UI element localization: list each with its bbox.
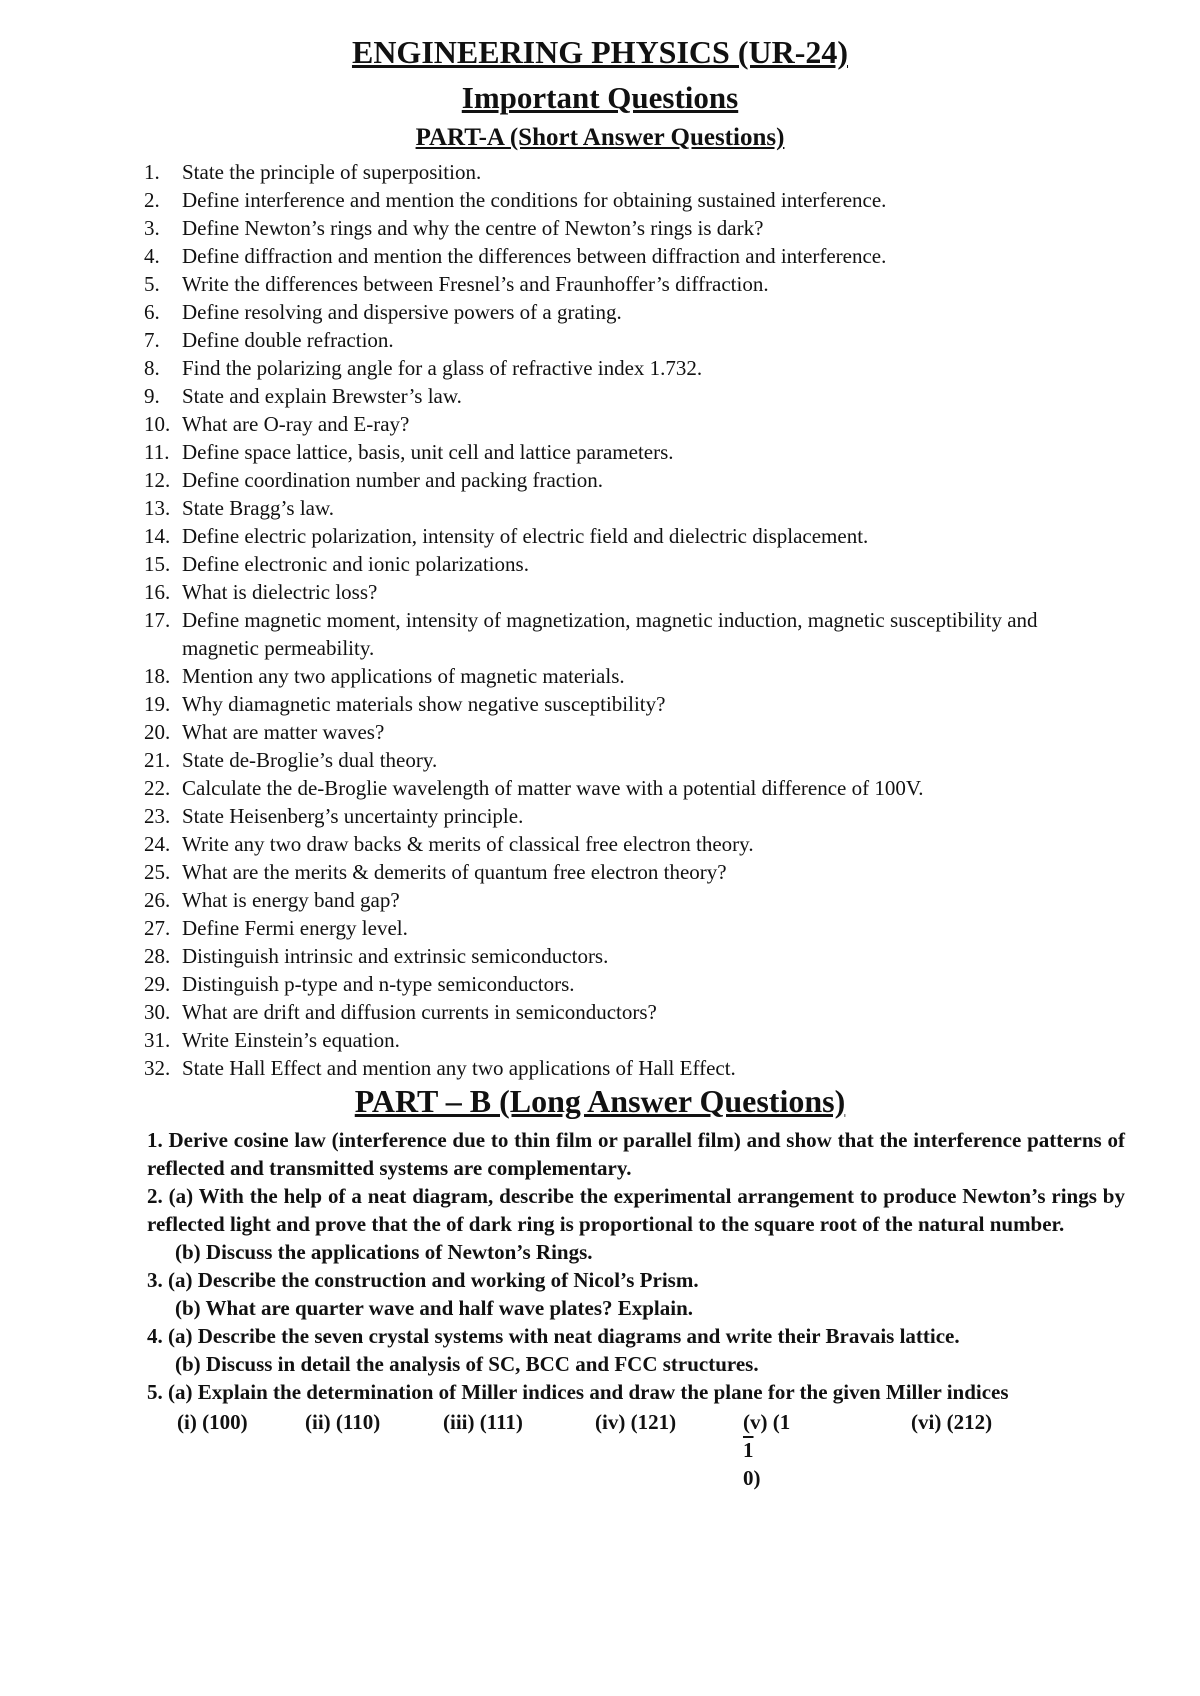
document-subtitle: Important Questions bbox=[461, 80, 739, 115]
question-number: 27. bbox=[144, 916, 171, 940]
short-question-29 bbox=[144, 970, 1074, 998]
question-number: 2. bbox=[144, 188, 160, 212]
miller-index-vi: (vi) (212) bbox=[911, 1410, 993, 1434]
question-text: Define space lattice, basis, unit cell and lattice parameters. bbox=[182, 440, 674, 464]
long-question-2b: (b) Discuss the applications of Newton’s Rings. bbox=[175, 1240, 593, 1264]
question-text: What are O-ray and E-ray? bbox=[182, 412, 410, 436]
short-question-20 bbox=[144, 718, 1074, 746]
miller-index-i: (i) (100) bbox=[177, 1410, 248, 1434]
question-number: 31. bbox=[144, 1028, 171, 1052]
long-question-4a: 4. (a) Describe the seven crystal systems with neat diagrams and write their Bravais lattice. bbox=[147, 1324, 960, 1348]
short-question-14 bbox=[144, 522, 1074, 550]
question-text: Define resolving and dispersive powers of a grating. bbox=[182, 300, 622, 324]
question-text: Define Newton’s rings and why the centre of Newton’s rings is dark? bbox=[182, 216, 764, 240]
short-question-30 bbox=[144, 998, 1074, 1026]
short-question-31 bbox=[144, 1026, 1074, 1054]
question-number: 13. bbox=[144, 496, 171, 520]
question-text: State the principle of superposition. bbox=[182, 160, 482, 184]
question-text: Calculate the de-Broglie wavelength of matter wave with a potential difference of 100V. bbox=[182, 776, 924, 800]
short-question-28 bbox=[144, 942, 1074, 970]
part-a-question-list bbox=[144, 158, 1074, 1082]
question-text: Write the differences between Fresnel’s and Fraunhoffer’s diffraction. bbox=[182, 272, 769, 296]
part-b-questions bbox=[147, 1126, 1125, 1492]
short-question-5 bbox=[144, 270, 1074, 298]
long-question-3b: (b) What are quarter wave and half wave plates? Explain. bbox=[175, 1296, 694, 1320]
question-text: What are matter waves? bbox=[182, 720, 385, 744]
short-question-19 bbox=[144, 690, 1074, 718]
question-text: Define magnetic moment, intensity of magnetization, magnetic induction, magnetic susceptibility and magnetic permeability. bbox=[182, 608, 1038, 660]
question-number: 20. bbox=[144, 720, 171, 744]
short-question-18 bbox=[144, 662, 1074, 690]
long-question-4b: (b) Discuss in detail the analysis of SC, BCC and FCC structures. bbox=[175, 1352, 759, 1376]
long-question-1: 1. Derive cosine law (interference due to thin film or parallel film) and show that the interference patterns of reflected and transmitted systems are complementary. bbox=[147, 1128, 1125, 1180]
question-number: 5. bbox=[144, 272, 160, 296]
question-number: 3. bbox=[144, 216, 160, 240]
question-text: State Hall Effect and mention any two applications of Hall Effect. bbox=[182, 1056, 736, 1080]
miller-index-iv: (iv) (121) bbox=[595, 1410, 677, 1434]
short-question-26 bbox=[144, 886, 1074, 914]
question-number: 19. bbox=[144, 692, 171, 716]
question-number: 14. bbox=[144, 524, 171, 548]
question-number: 1. bbox=[144, 160, 160, 184]
question-text: What are the merits & demerits of quantum free electron theory? bbox=[182, 860, 727, 884]
question-number: 17. bbox=[144, 608, 171, 632]
question-text: Write Einstein’s equation. bbox=[182, 1028, 400, 1052]
long-question-3a: 3. (a) Describe the construction and working of Nicol’s Prism. bbox=[147, 1268, 699, 1292]
question-number: 23. bbox=[144, 804, 171, 828]
question-text: Define interference and mention the conditions for obtaining sustained interference. bbox=[182, 188, 887, 212]
question-text: State Bragg’s law. bbox=[182, 496, 335, 520]
miller-index-v-prefix: (v) (1 bbox=[743, 1410, 791, 1434]
question-number: 22. bbox=[144, 776, 171, 800]
question-number: 8. bbox=[144, 356, 160, 380]
question-number: 26. bbox=[144, 888, 171, 912]
miller-index-iii: (iii) (111) bbox=[443, 1410, 523, 1434]
question-number: 15. bbox=[144, 552, 171, 576]
question-text: State Heisenberg’s uncertainty principle. bbox=[182, 804, 524, 828]
part-b-heading: PART – B (Long Answer Questions) bbox=[354, 1083, 846, 1119]
question-number: 4. bbox=[144, 244, 160, 268]
question-number: 16. bbox=[144, 580, 171, 604]
question-text: Distinguish intrinsic and extrinsic semiconductors. bbox=[182, 944, 609, 968]
short-question-25 bbox=[144, 858, 1074, 886]
question-number: 28. bbox=[144, 944, 171, 968]
short-question-22 bbox=[144, 774, 1074, 802]
short-question-10 bbox=[144, 410, 1074, 438]
short-question-1 bbox=[144, 158, 1074, 186]
miller-index-v-suffix: 0) bbox=[743, 1466, 761, 1490]
short-question-21 bbox=[144, 746, 1074, 774]
question-text: Define double refraction. bbox=[182, 328, 394, 352]
question-number: 6. bbox=[144, 300, 160, 324]
question-number: 9. bbox=[144, 384, 160, 408]
question-number: 32. bbox=[144, 1056, 171, 1080]
short-question-23 bbox=[144, 802, 1074, 830]
long-question-2a: 2. (a) With the help of a neat diagram, describe the experimental arrangement to produce Newton’s rings by reflected light and prove that the of dark ring is proportional to the square root of the natural number. bbox=[147, 1184, 1125, 1236]
question-number: 21. bbox=[144, 748, 171, 772]
question-text: Define electric polarization, intensity of electric field and dielectric displacement. bbox=[182, 524, 869, 548]
long-question-5a: 5. (a) Explain the determination of Miller indices and draw the plane for the given Miller indices bbox=[147, 1380, 1009, 1404]
miller-index-ii: (ii) (110) bbox=[305, 1410, 381, 1434]
short-question-27 bbox=[144, 914, 1074, 942]
short-question-17 bbox=[144, 606, 1074, 662]
miller-indices-row bbox=[147, 1408, 1125, 1492]
question-number: 29. bbox=[144, 972, 171, 996]
short-question-15 bbox=[144, 550, 1074, 578]
question-number: 11. bbox=[144, 440, 170, 464]
question-text: Mention any two applications of magnetic materials. bbox=[182, 664, 625, 688]
question-number: 25. bbox=[144, 860, 171, 884]
short-question-32 bbox=[144, 1054, 1074, 1082]
question-number: 30. bbox=[144, 1000, 171, 1024]
question-text: State de-Broglie’s dual theory. bbox=[182, 748, 438, 772]
short-question-11 bbox=[144, 438, 1074, 466]
question-number: 10. bbox=[144, 412, 171, 436]
question-number: 24. bbox=[144, 832, 171, 856]
question-text: Find the polarizing angle for a glass of refractive index 1.732. bbox=[182, 356, 703, 380]
short-question-4 bbox=[144, 242, 1074, 270]
question-text: What is energy band gap? bbox=[182, 888, 400, 912]
question-text: State and explain Brewster’s law. bbox=[182, 384, 462, 408]
part-a-heading: PART-A (Short Answer Questions) bbox=[415, 124, 785, 151]
question-text: Why diamagnetic materials show negative susceptibility? bbox=[182, 692, 666, 716]
document-title: ENGINEERING PHYSICS (UR-24) bbox=[351, 34, 849, 70]
question-text: Define electronic and ionic polarizations. bbox=[182, 552, 529, 576]
short-question-7 bbox=[144, 326, 1074, 354]
short-question-16 bbox=[144, 578, 1074, 606]
short-question-6 bbox=[144, 298, 1074, 326]
short-question-3 bbox=[144, 214, 1074, 242]
question-text: Define Fermi energy level. bbox=[182, 916, 408, 940]
miller-index-v-bar: 1 bbox=[743, 1438, 754, 1462]
short-question-2 bbox=[144, 186, 1074, 214]
short-question-24 bbox=[144, 830, 1074, 858]
question-text: Distinguish p-type and n-type semiconductors. bbox=[182, 972, 575, 996]
question-text: What is dielectric loss? bbox=[182, 580, 378, 604]
question-text: What are drift and diffusion currents in semiconductors? bbox=[182, 1000, 657, 1024]
short-question-12 bbox=[144, 466, 1074, 494]
question-text: Define diffraction and mention the differences between diffraction and interference. bbox=[182, 244, 887, 268]
short-question-8 bbox=[144, 354, 1074, 382]
question-number: 12. bbox=[144, 468, 171, 492]
question-number: 7. bbox=[144, 328, 160, 352]
question-text: Define coordination number and packing fraction. bbox=[182, 468, 604, 492]
short-question-13 bbox=[144, 494, 1074, 522]
question-text: Write any two draw backs & merits of classical free electron theory. bbox=[182, 832, 754, 856]
question-number: 18. bbox=[144, 664, 171, 688]
miller-index-v bbox=[743, 1408, 911, 1492]
short-question-9 bbox=[144, 382, 1074, 410]
